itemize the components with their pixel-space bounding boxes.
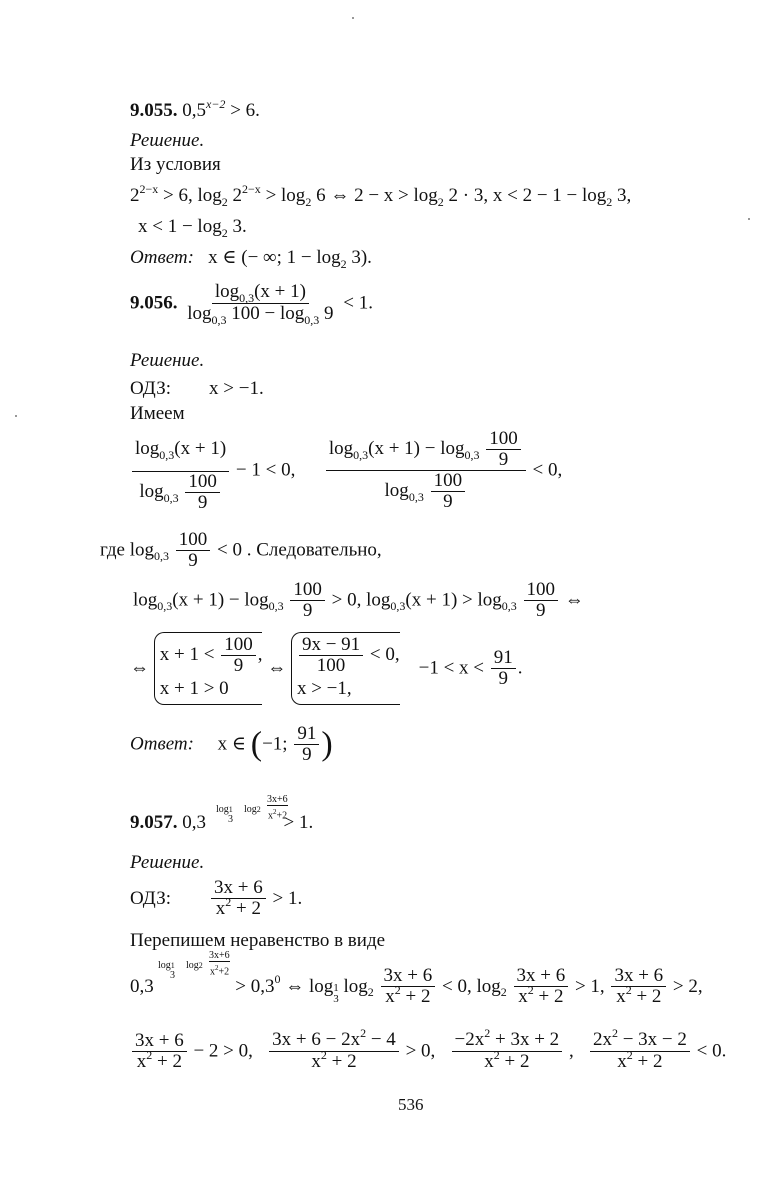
exponent-log13: log1 xyxy=(216,804,233,815)
problem-9057: 9.057. 0,3 > 1. xyxy=(130,812,314,833)
exponent-frac-den: $x^2+2$ xyxy=(268,808,288,822)
exponent-frac-num: 3x+6 xyxy=(209,950,230,961)
have-label: Имеем xyxy=(130,403,185,424)
speck xyxy=(15,415,17,417)
page-number: 536 xyxy=(398,1095,424,1114)
answer-line: Ответ: x ∈ (− ∞; $1 - \log_2 3$). xyxy=(130,247,372,271)
answer-line: Ответ: x ∈ (−1; $\frac{91}{9}$ ) xyxy=(130,723,333,765)
solution-label: Решение. xyxy=(130,130,205,151)
exponent-frac-num: 3x+6 xyxy=(267,794,288,805)
math-line: $x < 1 - \log_2 3$. xyxy=(138,216,247,240)
exponent-sub3: 3 xyxy=(228,814,233,825)
math-line: $\log_{0,3}(x + 1)$ $\log_{0,3}$ $\frac{100}{9}$ − 1 < 0, $\log_{0,3}(x + 1) - \log_{0,3}$ $\frac{100}{9}$ $\log_{0,3}$ $\frac{100}{9}$ < 0, xyxy=(130,428,562,513)
odz-line: ОДЗ: $\frac{3x + 6}{x^2 + 2}$ > 1. xyxy=(130,877,303,919)
solution-label: Решение. xyxy=(130,350,205,371)
problem-9055: 9.055. $0,5^{x-2} > 6$. xyxy=(130,97,260,121)
math-line: $2^{2-x} > 6$, $\log_2 2^{2-x} > \log_2 6$ ⇔ $2 - x > \log_2 2 \cdot 3$, $x < 2 - 1 - \log_2 3$, xyxy=(130,182,632,209)
exponent-log2: log2 xyxy=(244,804,261,815)
condition-label: Из условия xyxy=(130,154,221,175)
problem-9056: 9.056. $\frac{\log_{0,3}(x + 1)}{\log_{0,3} 100 - \log_{0,3} 9}$ < 1. xyxy=(130,281,373,327)
exponent-frac-den: $x^2+2$ xyxy=(210,964,230,978)
rewrite-label: Перепишем неравенство в виде xyxy=(130,930,386,951)
odz-line: ОДЗ: x > −1. xyxy=(130,378,264,399)
math-line: $\log_{0,3}(x + 1) - \log_{0,3}$ $\frac{100}{9}$ > 0, $\log_{0,3}(x + 1) > \log_{0,3}$ $\frac{100}{9}$ ⇔ xyxy=(133,579,584,621)
math-line: $0,3 > 0,3^0$ ⇔ log 1 3 $\log_2$ $\frac{3x + 6}{x^2 + 2}$ < 0, $\log_2$ $\frac{3x + 6}{x^2 + 2}$ > 1, $\frac{3x + 6}{x^2 + 2}$ > 2, xyxy=(130,965,703,1007)
solution-label: Решение. xyxy=(130,852,205,873)
system-line: ⇔ x + 1 < $\frac{100}{9}$ , x + 1 > 0 ⇔ $\frac{9x - 91}{100}$ < 0, x > −1, −1 < x < $\frac{91}{9}$ . xyxy=(130,632,523,705)
exponent-log13: log1 xyxy=(158,960,175,971)
speck xyxy=(352,17,354,19)
math-line: где $\log_{0,3}$ $\frac{100}{9}$ < 0 . Следовательно, xyxy=(100,529,382,571)
speck xyxy=(748,218,750,220)
math-line: $\frac{3x + 6}{x^2 + 2}$ − 2 > 0, $\frac{3x + 6 - 2x^2 - 4}{x^2 + 2}$ > 0, $\frac{-2x^2 + 3x + 2}{x^2 + 2}$ , $\frac{2x^2 - 3x - 2}{x^2 + 2}$ < 0. xyxy=(130,1030,726,1073)
exponent-log2: log2 xyxy=(186,960,203,971)
exponent-sub3: 3 xyxy=(170,970,175,981)
